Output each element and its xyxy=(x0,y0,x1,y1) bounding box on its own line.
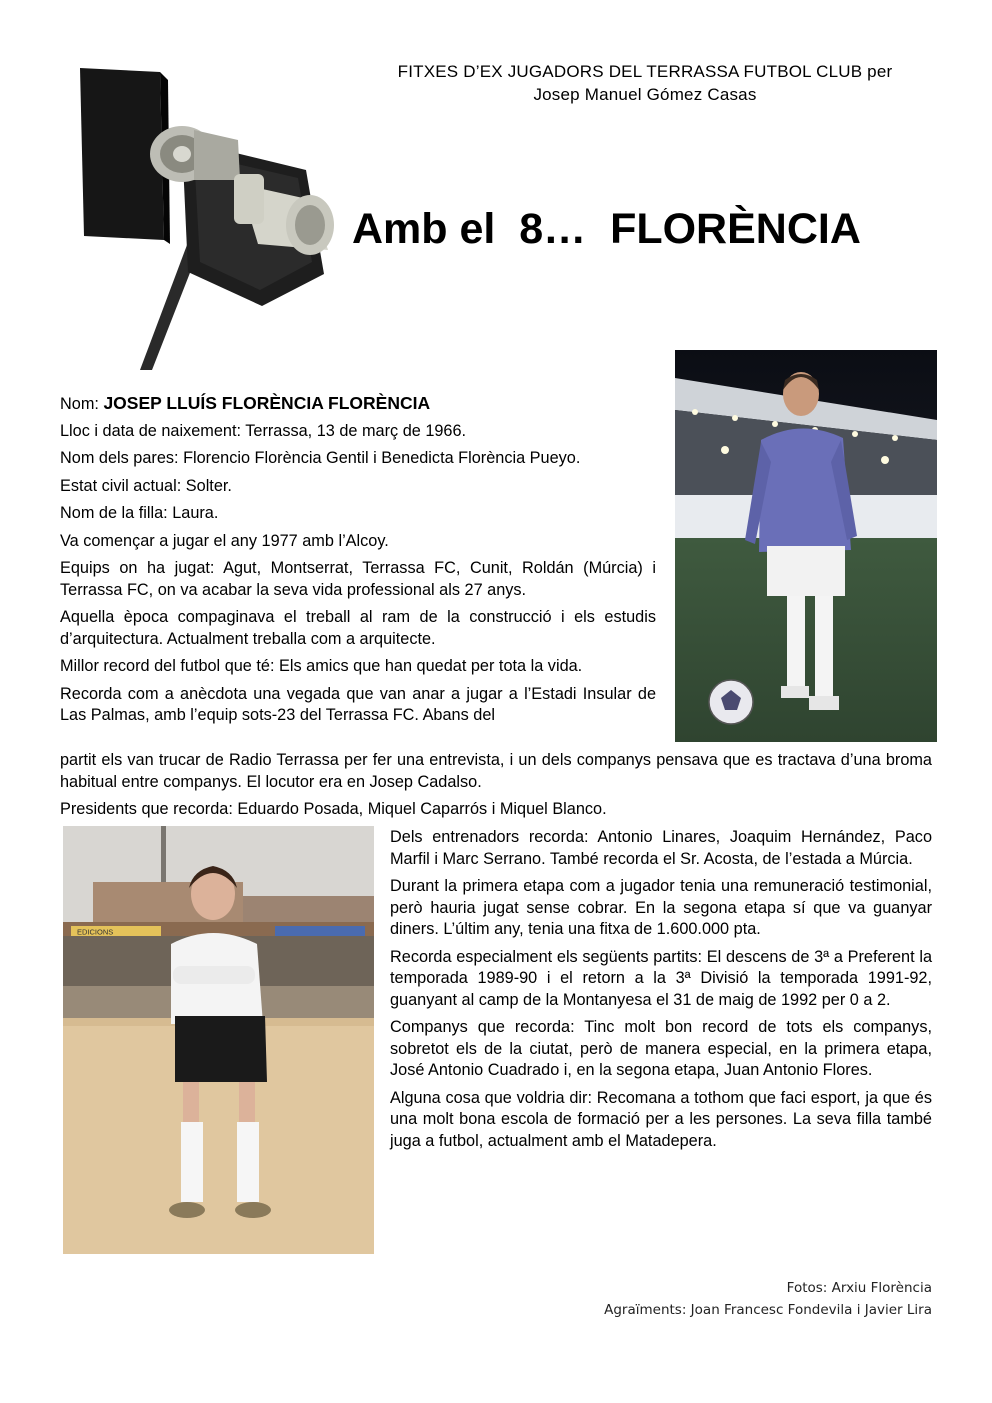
best-record: Millor record del futbol que té: Els amics que han quedat per tota la vida. xyxy=(60,657,583,675)
matches-info: Recorda especialment els següents partits: El descens de 3ª a Preferent la temporada 1989-90 i el retorn a la 3ª Divisió la temporada 1991-92, guanyant al camp de la Montanyesa el 31 de maig de 1992 per 0 a 2. xyxy=(390,947,932,1009)
loudspeaker-icon xyxy=(62,62,342,372)
player-photo-youth xyxy=(63,826,374,1254)
work-info: Aquella època compaginava el treball al ram de la construcció i els estudis d’arquitectura. Actualment treballa com a arquitecte. xyxy=(60,608,656,648)
thanks-credits: Agraïments: Joan Francesc Fondevila i Javier Lira xyxy=(604,1302,932,1318)
message-info: Alguna cosa que voldria dir: Recomana a tothom que faci esport, ja que és una molt bona escola de formació per a les persones. La seva filla també juga a futbol, actualment amb el Matadepera. xyxy=(390,1088,932,1150)
birth-info: Lloc i data de naixement: Terrassa, 13 de març de 1966. xyxy=(60,421,467,440)
anecdote-first-part: Recorda com a anècdota una vegada que van anar a jugar a l’Estadi Insular de Las Palmas, amb l’equip sots-23 del Terrassa FC. Abans del xyxy=(60,684,656,724)
player-photo-recent xyxy=(675,350,937,742)
player-full-name: JOSEP LLUÍS FLORÈNCIA FLORÈNCIA xyxy=(103,393,431,413)
anecdote-second-part: partit els van trucar de Radio Terrassa per fer una entrevista, i un dels companys pensava que es tractava d’una broma habitual entre companys. El locutor era en Josep Cadalso. xyxy=(60,751,932,791)
right-text-block xyxy=(390,827,932,1158)
career-start: Va començar a jugar el any 1977 amb l’Alcoy. xyxy=(60,531,389,550)
header-line-1: FITXES D’EX JUGADORS DEL TERRASSA FUTBOL CLUB per xyxy=(397,62,893,81)
header-line-2: Josep Manuel Gómez Casas xyxy=(533,85,757,104)
teammates-info: Companys que recorda: Tinc molt bon record de tots els companys, sobretot els de la ciutat, però de manera especial, en la primera etapa, José Antonio Cuadrado i, en la segona etapa, Juan Antonio Flores. xyxy=(390,1018,932,1079)
pay-info: Durant la primera etapa com a jugador tenia una remuneració testimonial, però hauria jugat sense cobrar. En la segona etapa sí que va guanyar diners. L’últim any, tenia una fitxa de 1.600.000 pta. xyxy=(390,877,932,938)
nom-label: Nom: xyxy=(60,395,104,413)
stadium-banner-text: EDICIONS xyxy=(77,927,114,937)
teams-played: Equips on ha jugat: Agut, Montserrat, Terrassa FC, Cunit, Roldán (Múrcia) i Terrassa FC, on va acabar la seva vida professional als 27 anys. xyxy=(60,559,656,599)
coaches-info: Dels entrenadors recorda: Antonio Linares, Joaquim Hernández, Paco Marfil i Marc Serrano. També recorda el Sr. Acosta, de l’estada a Múrcia. xyxy=(390,828,932,868)
photo-credits: Fotos: Arxiu Florència xyxy=(786,1280,932,1296)
credits-block xyxy=(560,1277,932,1321)
profile-text-block xyxy=(60,393,656,727)
daughter-name: Nom de la filla: Laura. xyxy=(60,504,219,522)
presidents-info: Presidents que recorda: Eduardo Posada, Miquel Caparrós i Miquel Blanco. xyxy=(60,800,607,818)
civil-status: Estat civil actual: Solter. xyxy=(60,476,232,495)
full-width-text-block xyxy=(60,750,932,827)
page-title: Amb el 8… FLORÈNCIA xyxy=(352,205,861,253)
parents-info: Nom dels pares: Florencio Florència Gentil i Benedicta Florència Pueyo. xyxy=(60,449,581,467)
